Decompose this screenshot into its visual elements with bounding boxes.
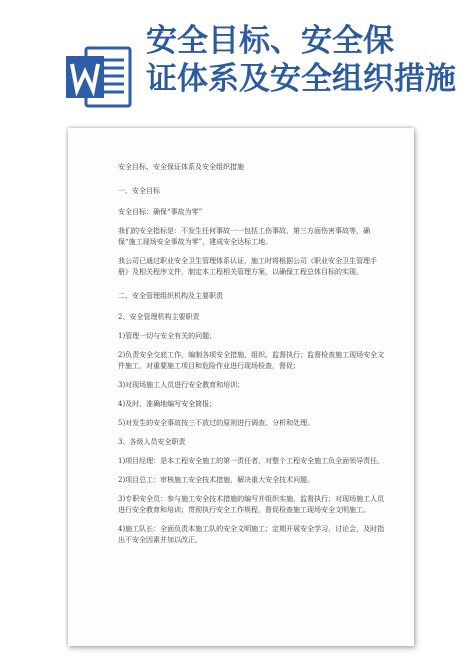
title-line-2: 证体系及安全组织措施 bbox=[146, 61, 456, 97]
section-heading-2: 二、安全管理组织机构及主要职责 bbox=[118, 292, 223, 300]
doc-heading: 安全目标、安全保证体系及安全组织措施 bbox=[118, 163, 244, 171]
paragraph-1: 我们的安全指标是：不发生任何事故一一包括工伤事故、第三方面伤害事故等，确保“施工现场安全事故为零”，建成安全达标工地。 bbox=[118, 227, 370, 246]
header-banner bbox=[0, 0, 474, 118]
safety-target: 安全目标：确保“事故为零” bbox=[118, 208, 203, 216]
subheading-1: 2、安全管理机构主要职责 bbox=[118, 313, 200, 321]
list-item-1: 1)管理一切与安全有关的问题； bbox=[118, 332, 217, 340]
document-page bbox=[68, 128, 414, 646]
duty-item-3: 3)专职安全员：参与施工安全技术措施的编写并组织实施、监督执行；对现场施工人员进行安全教育和培训；贯彻执行安全工作规程，督促检查施工现场安全文明施工。 bbox=[118, 495, 385, 514]
subheading-2: 3、各级人员安全职责 bbox=[118, 438, 186, 446]
paragraph-2: 我公司已通过职业安全卫生管理体系认证，施工时将根据公司《职业安全卫生管理手册》及相关程序文件，制定本工程相关管理方案，以确保工程总体目标的实现。 bbox=[118, 257, 377, 276]
word-icon bbox=[64, 44, 132, 110]
duty-item-1: 1)项目经理：是本工程安全施工的第一责任者，对整个工程安全施工负全面领导责任。 bbox=[118, 457, 385, 465]
section-heading-1: 一、安全目标 bbox=[118, 187, 160, 195]
list-item-3: 3)对现场施工人员进行安全教育和培训； bbox=[118, 381, 245, 389]
document-body bbox=[118, 162, 386, 546]
duty-item-2: 2)项目总工：审核施工安全技术措施，解决重大安全技术问题。 bbox=[118, 476, 315, 484]
title-line-1: 安全目标、安全保 bbox=[146, 23, 394, 59]
list-item-4: 4)及时、准确地编写安全简报； bbox=[118, 400, 217, 408]
list-item-2: 2)负责安全交底工作，编制各项安全措施，组织、监督执行；监督检查施工现场安全文件施工，对重要施工项目和危险作业进行现场检查，督促； bbox=[118, 351, 385, 370]
list-item-5: 5)对发生的安全事故按三不放过的原则进行调查、分析和处理。 bbox=[118, 419, 315, 427]
duty-item-4: 4)施工队长：全面负责本施工队的安全文明施工；定期开展安全学习、讨论会，及时指出不安全因素并加以改正。 bbox=[118, 525, 385, 544]
page-title bbox=[146, 22, 472, 98]
